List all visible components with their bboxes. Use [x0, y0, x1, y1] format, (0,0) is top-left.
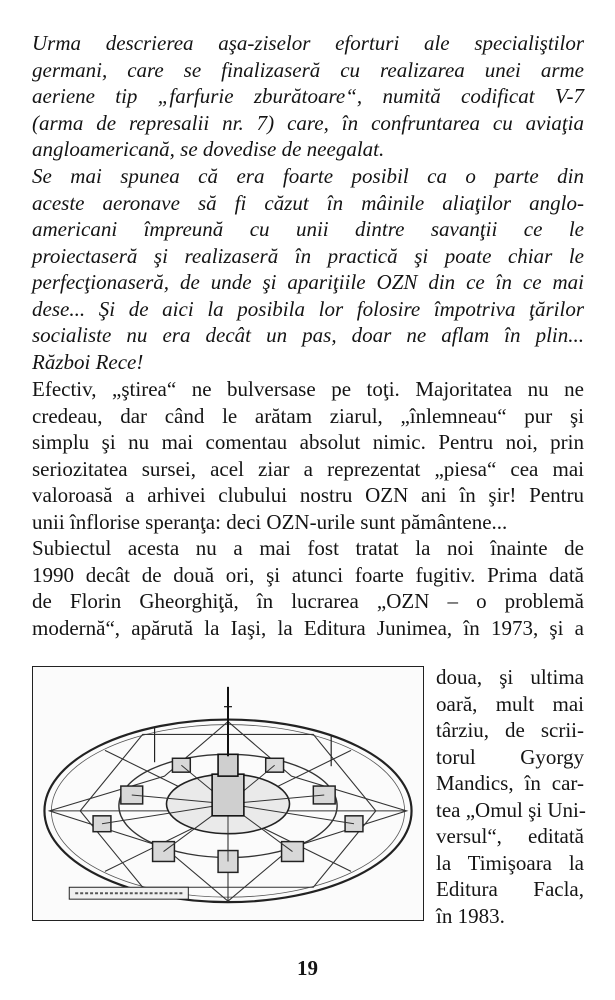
text-line: perfecţionaseră, de unde şi apariţiile OZN din ce în ce mai — [32, 270, 584, 294]
text-line: oară, mult mai — [436, 691, 584, 716]
text-line: Efectiv, „ştirea“ ne bulversase pe toţi. Majoritatea nu ne — [32, 377, 584, 401]
text-line: Editura Facla, — [436, 877, 584, 901]
text-line: Mandics, în car- — [436, 771, 584, 795]
paragraph-1 — [32, 30, 584, 163]
text-line: seriozitatea sursei, acel ziar a reprezentat „piesa“ cea mai — [32, 456, 584, 481]
text-line: doua, şi ultima — [436, 665, 584, 689]
text-line: tea „Omul şi Uni- — [436, 797, 586, 822]
text-line: de Florin Gheorghiţă, în lucrarea „OZN – o problemă — [32, 589, 584, 613]
text-line: la Timişoara la — [436, 850, 584, 875]
text-line: valoroasă a arhivei clubului nostru OZN ani în şir! Pentru — [32, 483, 584, 507]
paragraph-3 — [32, 376, 584, 535]
sidebar-text-column — [436, 664, 584, 929]
paragraph-4 — [32, 535, 584, 641]
text-line: proiectaseră şi realizaseră în practică şi poate chiar le — [32, 243, 584, 268]
text-line: Se mai spunea că era foarte posibil ca o parte din — [32, 164, 584, 188]
paragraph-2 — [32, 163, 584, 375]
page-number: 19 — [297, 956, 318, 980]
text-line: (arma de represalii nr. 7) care, în confruntarea cu aviaţia — [32, 110, 584, 135]
text-line: în 1983. — [436, 903, 505, 928]
text-line: târziu, de scrii- — [436, 718, 584, 742]
text-line: torul Gyorgy — [436, 744, 584, 769]
text-line: americani împreună cu unii dintre savanţii ce le — [32, 217, 584, 241]
text-line: aeriene tip „farfurie zburătoare“, numită codificat V-7 — [32, 84, 584, 108]
text-line: 1990 decât de două ori, şi atunci foarte fugitiv. Prima dată — [32, 562, 584, 587]
text-line: unii înflorise speranţa: deci OZN-urile sunt pământene... — [32, 509, 508, 534]
text-line: Subiectul acesta nu a mai fost tratat la noi înainte de — [32, 536, 584, 560]
text-line: aceste aeronave să fi căzut în mâinile aliaţilor anglo- — [32, 190, 584, 215]
flying-saucer-illustration — [32, 666, 424, 921]
text-line: credeau, dar când le arătam ziarul, „înlemneau“ pur şi — [32, 403, 584, 428]
text-line: dese... Şi de aici la posibila lor folosire împotriva ţărilor — [32, 296, 584, 321]
flying-saucer-drawing — [33, 667, 423, 920]
text-line: versul“, editată — [436, 824, 584, 848]
text-line: socialiste nu era decât un pas, doar ne aflam în plin... — [32, 323, 584, 347]
text-line: germani, care se finalizaseră cu realizarea unei arme — [32, 57, 584, 82]
text-line: modernă“, apărută la Iaşi, la Editura Junimea, în 1973, şi a — [32, 615, 584, 640]
text-line: simplu şi nu mai comentau absolut nimic. Pentru noi, prin — [32, 430, 584, 454]
text-line: Urma descrierea aşa-ziselor eforturi ale specialiştilor — [32, 31, 584, 55]
text-line: angloamericană, se dovedise de neegalat. — [32, 137, 385, 161]
text-line: Război Rece! — [32, 349, 144, 374]
